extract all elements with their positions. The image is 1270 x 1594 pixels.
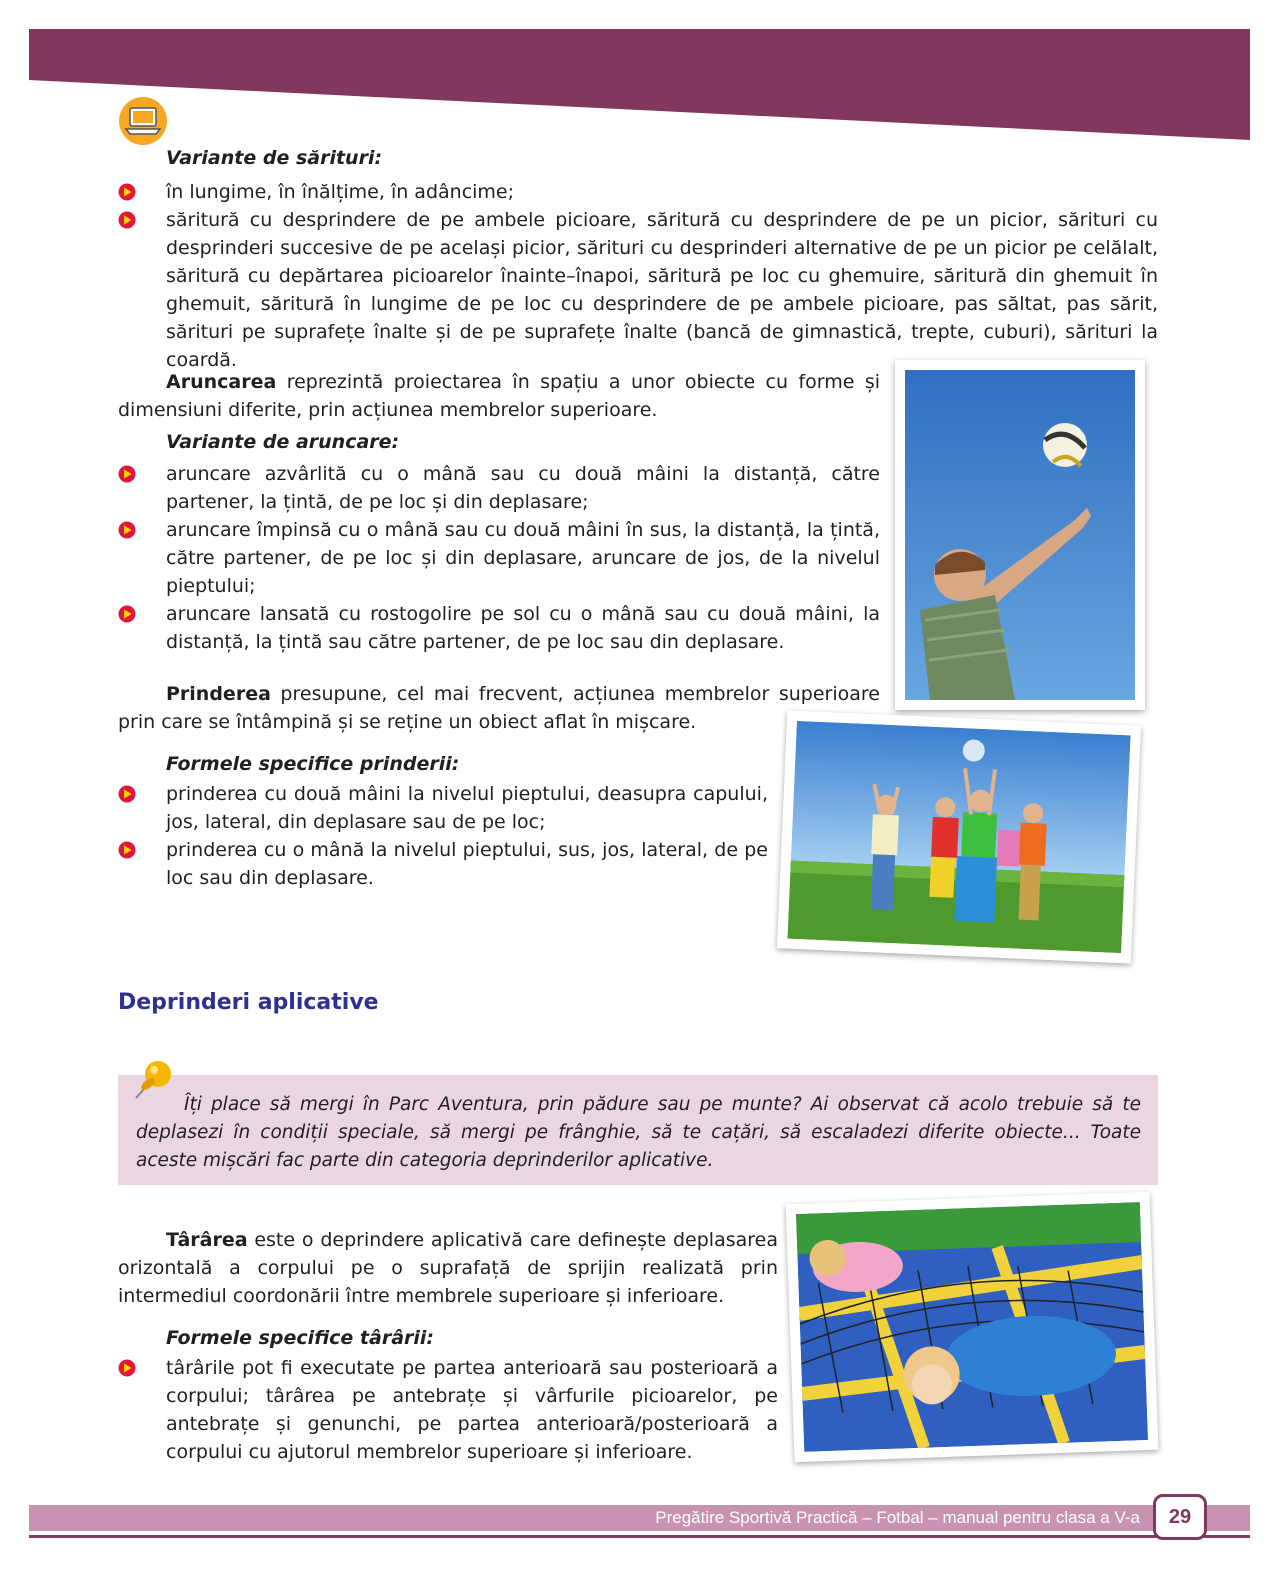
jumps-item-1: în lungime, în înălțime, în adâncime; [166,181,515,203]
photo-volleyball [895,360,1145,710]
catch-item-1: prinderea cu două mâini la nivelul pieptului, deasupra capului, jos, lateral, din deplasare sau de pe loc; [166,783,768,833]
arrow-bullet-icon [118,785,136,803]
arrow-bullet-icon [118,465,136,483]
throw-definition: reprezintă proiectarea în spațiu a unor obiecte cu forme și dimensiuni diferite, prin acțiunea membrelor superioare. [118,371,880,421]
crawl-heading: Formele specifice târârii: [166,1327,435,1349]
list-item [118,780,768,836]
crawl-item-1: târârile pot fi executate pe partea anterioară sau posterioară a corpului; târârea pe antebrațe și vârfurile picioarelor, pe antebrațe și genunchi, pe partea anterioară/posterioară a corpului cu ajutorul membrelor superioare și inferioare. [166,1357,778,1463]
laptop-icon [118,96,168,146]
catch-definition: presupune, cel mai frecvent, acțiunea membrelor superioare prin care se întâmpină și se reține un obiect aflat în mișcare. [118,683,880,733]
arrow-bullet-icon [118,183,136,201]
arrow-bullet-icon [118,1359,136,1377]
jumps-heading: Variante de sărituri: [166,147,383,169]
top-banner [0,0,1270,150]
throw-item-2: aruncare împinsă cu o mână sau cu două mâini în sus, la distanță, la țintă, către partener, de pe loc și din deplasare, aruncare de jos, de la nivelul pieptului; [166,519,880,597]
list-item [118,836,768,892]
pushpin-icon [128,1054,178,1104]
catch-term: Prinderea [166,683,271,705]
jumps-item-2: săritură cu desprindere de pe ambele picioare, săritură cu desprindere de pe un picior, sărituri cu desprinderi succesive de pe același picior, sărituri cu desprinderi alternative de pe un picior pe celălalt, săritură cu depărtarea picioarelor înainte–înapoi, săritură pe loc cu ghemuire, săritură din ghemuit în ghemuit, săritură în lungime de pe loc cu desprindere de pe ambele picioare, pas săltat, pas sărit, sărituri pe suprafețe înalte și de pe suprafețe înalte (bancă de gimnastică, trepte, cuburi), sărituri la coardă. [166,209,1158,371]
throw-paragraph [118,368,880,424]
throw-heading: Variante de aruncare: [166,431,400,453]
list-item [118,600,880,656]
list-item [118,178,1158,206]
note-text: Îți place să mergi în Parc Aventura, prin pădure sau pe munte? Ai observat că acolo trebuie să te deplasezi în condiții speciale, să mergi pe frânghie, să te cațări, să escaladezi diferite obiecte... Toate aceste mișcări fac parte din categoria deprinderilor aplicative. [136,1094,1141,1171]
section-title: Deprinderi aplicative [118,990,379,1015]
list-item [118,1354,778,1466]
footer-title: Pregătire Sportivă Practică – Fotbal – manual pentru clasa a V-a [655,1508,1140,1527]
footer-line [29,1535,1250,1538]
throw-item-1: aruncare azvârlită cu o mână sau cu două mâini la distanță, către partener, la țintă, de pe loc și din deplasare; [166,463,880,513]
crawl-paragraph [118,1226,778,1310]
arrow-bullet-icon [118,211,136,229]
list-item [118,206,1158,374]
note-box [118,1075,1158,1185]
crawl-term: Târârea [166,1229,248,1251]
arrow-bullet-icon [118,841,136,859]
throw-term: Aruncarea [166,371,277,393]
photo-kids-crawling [786,1192,1159,1463]
catch-paragraph [118,680,880,736]
list-item [118,460,880,516]
photo-kids-ball [777,710,1141,963]
catch-heading: Formele specifice prinderii: [166,753,460,775]
page-number: 29 [1153,1494,1207,1540]
throw-item-3: aruncare lansată cu rostogolire pe sol cu o mână sau cu două mâini, la distanță, la țintă sau către partener, de pe loc sau din deplasare. [166,603,880,653]
arrow-bullet-icon [118,521,136,539]
list-item [118,516,880,600]
catch-item-2: prinderea cu o mână la nivelul pieptului, sus, jos, lateral, de pe loc sau din deplasare. [166,839,768,889]
arrow-bullet-icon [118,605,136,623]
crawl-definition: este o deprindere aplicativă care definește deplasarea orizontală a corpului pe o suprafață de sprijin realizată prin intermediul coordonării între membrele superioare și inferioare. [118,1229,778,1307]
